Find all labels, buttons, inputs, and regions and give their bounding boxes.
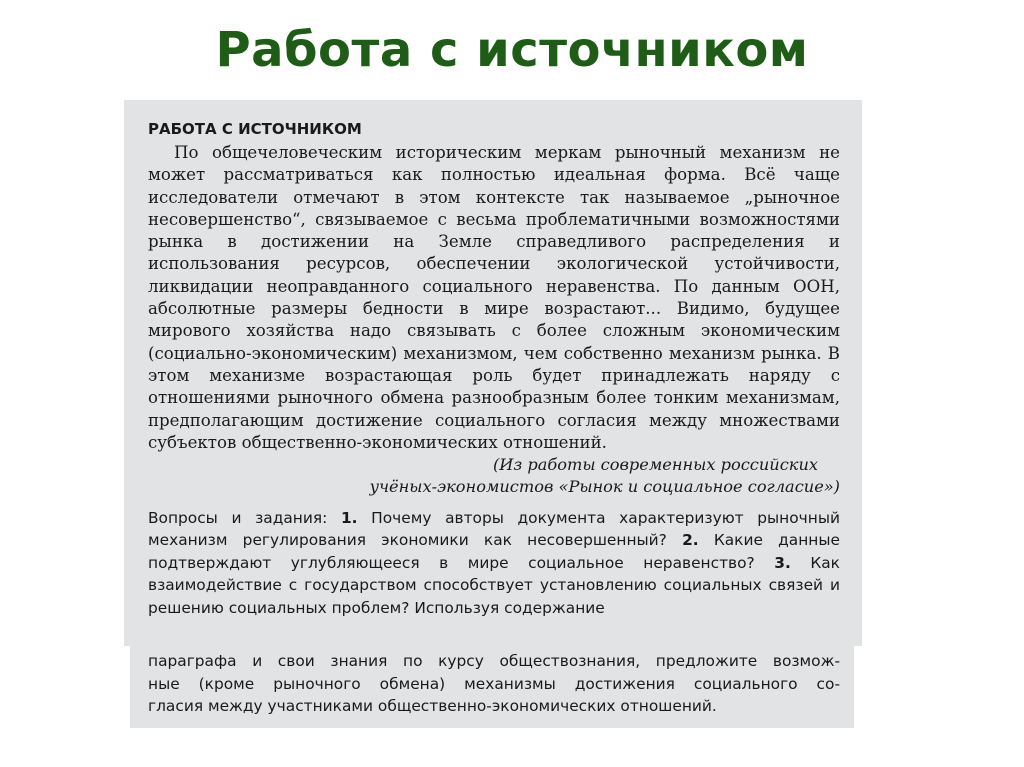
questions-continuation: [148, 650, 840, 718]
question-3-number: 3.: [774, 553, 791, 572]
questions-block: [148, 507, 840, 620]
attribution-line-1: (Из работы современных российских: [492, 455, 818, 475]
slide-title: Работа с источником: [215, 22, 809, 78]
question-2: Какие данные подтверждают углубляющееся в мире социальное неравенство?: [148, 531, 840, 572]
questions-label: Вопросы и задания:: [148, 508, 328, 527]
question-2-number: 2.: [682, 531, 699, 550]
textbook-excerpt: [124, 100, 862, 646]
attribution-line-2: учёных-экономистов «Рынок и социальное согласие»): [369, 477, 840, 497]
textbook-excerpt-continuation: [130, 646, 854, 728]
question-1: Почему авторы документа характеризуют рыночный механизм регулирования экономики как несовершенный?: [148, 508, 840, 550]
question-1-number: 1.: [340, 508, 358, 527]
continuation-line-2: ные (кроме рыночного обмена) механизмы достижения социального со-: [148, 674, 840, 693]
source-attribution: [148, 454, 840, 499]
question-3: Как взаимодействие с государством способствует установлению социальных связей и решению социальных проблем? Используя содержание: [148, 553, 840, 617]
continuation-line-1: параграфа и свои знания по курсу обществознания, предложите возмож-: [148, 652, 840, 670]
source-text: По общечеловеческим историческим меркам рыночный механизм не может рассматриваться как полностью идеальная форма. Всё чаще исследователи отмечают в этом контексте так называемое „рыночное несовершенство“, связываемое с весьма проблематичными возможностями рынка в достижении на Земле справедливого распределения и использования ресурсов, обеспечении экологической устойчивости, ликвидации неоправданного социального неравенства. По данным ООН, абсолютные размеры бедности в мире возрастают... Видимо, будущее мирового хозяйства надо связывать с более сложным экономическим (социально-экономическим) механизмом, чем собственно механизм рынка. В этом механизме возрастающая роль будет принадлежать наряду с отношениями рыночного обмена разнообразным более тонким механизмам, предполагающим достижение социального согласия между множествами субъектов общественно-экономических отношений.: [148, 143, 840, 452]
box-heading: РАБОТА С ИСТОЧНИКОМ: [148, 120, 362, 138]
continuation-line-3: гласия между участниками общественно-экономических отношений.: [148, 697, 717, 715]
